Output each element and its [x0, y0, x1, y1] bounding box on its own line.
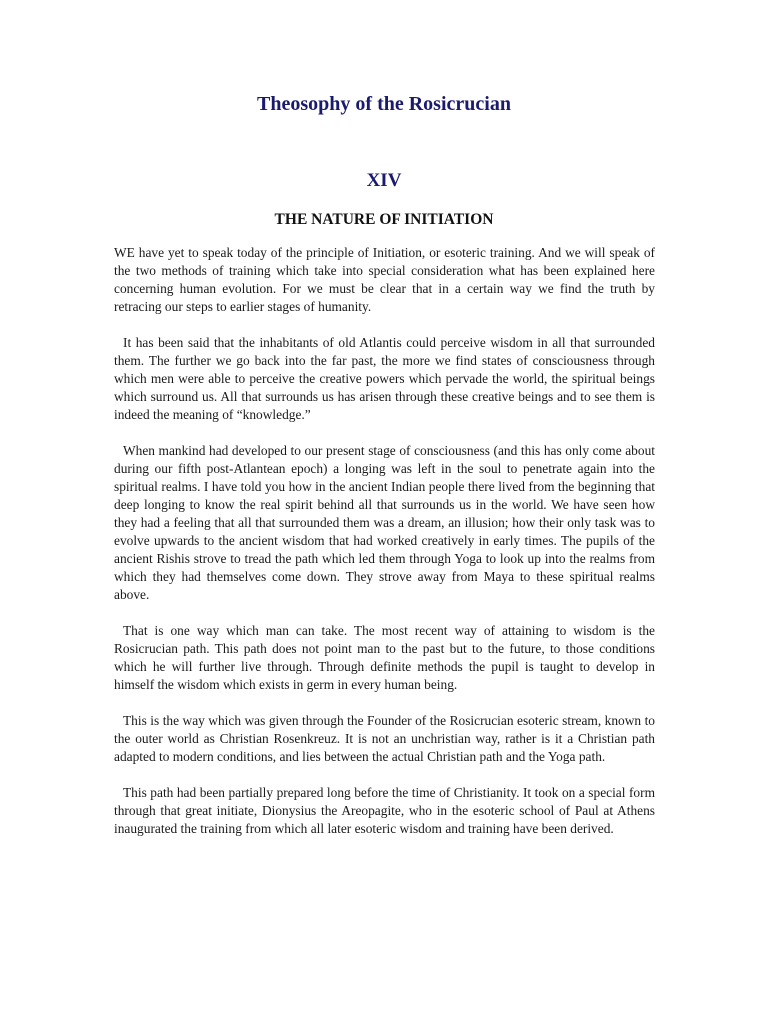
body-text [114, 244, 655, 856]
paragraph-6: This path had been partially prepared long before the time of Christianity. It took on a special form through that great initiate, Dionysius the Areopagite, who in the esoteric school of Paul at Athens inaugurated the training from which all later esoteric wisdom and training have been derived. [114, 785, 655, 836]
document-title: Theosophy of the Rosicrucian [257, 93, 511, 115]
paragraph-5: This is the way which was given through the Founder of the Rosicrucian esoteric stream, known to the outer world as Christian Rosenkreuz. It is not an unchristian way, rather is it a Christian path adapted to modern conditions, and lies between the actual Christian path and the Yoga path. [114, 713, 655, 764]
paragraph-1: WE have yet to speak today of the principle of Initiation, or esoteric training. And we will speak of the two methods of training which take into special consideration what has been explained here concerning human evolution. For we must be clear that in a certain way we find the truth by retracing our steps to earlier stages of humanity. [114, 245, 655, 314]
paragraph-2: It has been said that the inhabitants of old Atlantis could perceive wisdom in all that surrounded them. The further we go back into the far past, the more we find states of consciousness through which men were able to perceive the creative powers which pervade the world, the spiritual beings which surround us. All that surrounds us has arisen through these creative beings and to see them is indeed the meaning of “knowledge.” [114, 335, 655, 422]
paragraph-3: When mankind had developed to our present stage of consciousness (and this has only come about during our fifth post-Atlantean epoch) a longing was left in the soul to penetrate again into the spiritual realms. I have told you how in the ancient Indian people there lived from the beginning that deep longing to know the real spirit behind all that surrounds us in the world. We have seen how they had a feeling that all that surrounded them was a dream, an illusion; how their only task was to evolve upwards to the ancient wisdom that had worked creatively in early times. The pupils of the ancient Rishis strove to tread the path which led them through Yoga to look up into the realms from which they had themselves come down. They strove away from Maya to these spiritual realms above. [114, 443, 655, 602]
chapter-title: THE NATURE OF INITIATION [274, 211, 494, 228]
paragraph-4: That is one way which man can take. The most recent way of attaining to wisdom is the Rosicrucian path. This path does not point man to the past but to the future, to those conditions which he will further live through. Through definite methods the pupil is taught to develop in himself the wisdom which exists in germ in every human being. [114, 623, 655, 692]
chapter-number: XIV [366, 170, 402, 191]
